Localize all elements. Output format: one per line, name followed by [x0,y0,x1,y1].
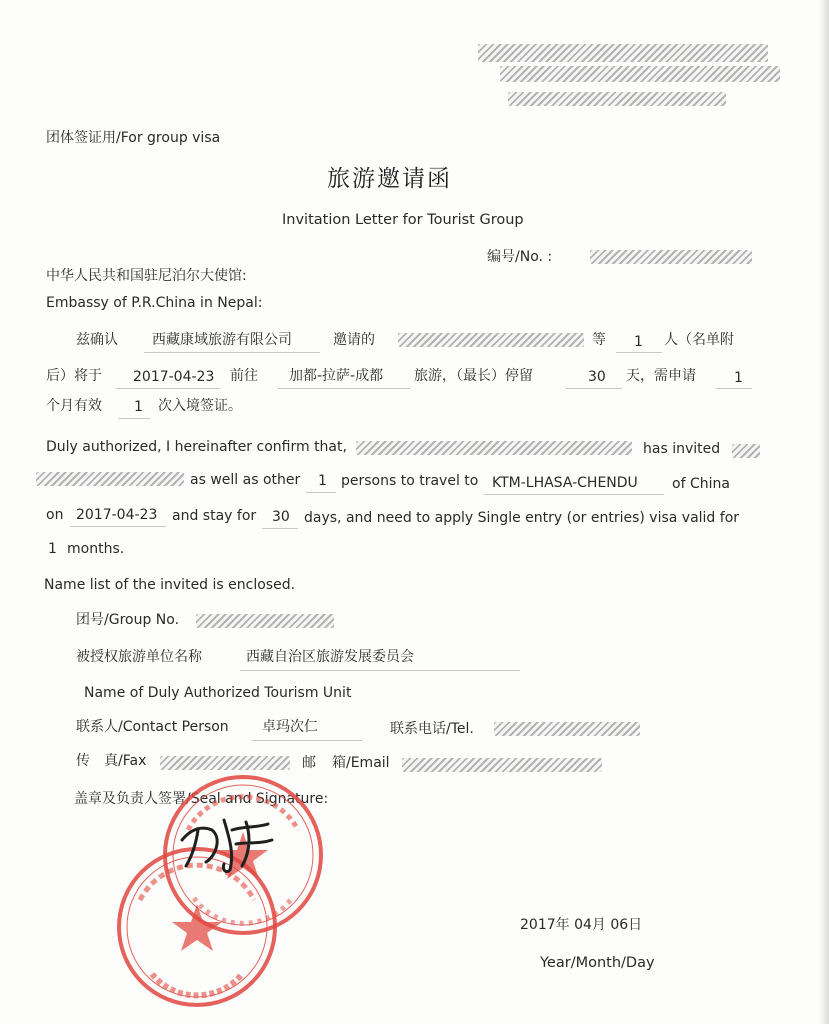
contact-label: 联系人/Contact Person [76,719,229,735]
group-no-label: 团号/Group No. [76,612,180,628]
redacted-inviter-en [356,441,632,455]
underline [484,494,664,495]
cn-text: 邀请的 [333,332,375,348]
enclosed-note: Name list of the invited is enclosed. [44,577,296,593]
cn-count: 1 [634,334,643,350]
underline [252,740,362,741]
cn-company: 西藏康域旅游有限公司 [152,332,292,348]
seal-label: 盖章及负责人签署/Seal and Signature: [74,791,329,807]
redacted-header-3 [508,92,726,106]
cn-date: 2017-04-23 [133,369,215,385]
addressee-cn: 中华人民共和国驻尼泊尔大使馆: [46,268,247,284]
unit-value: 西藏自治区旅游发展委员会 [246,649,414,665]
underline [566,388,622,389]
cn-route: 加都-拉萨-成都 [289,368,384,384]
en-text: Duly authorized, I hereinafter confirm that, [46,439,347,455]
scan-edge-shadow [819,0,829,1024]
en-text: months. [67,541,125,557]
date-format: Year/Month/Day [540,955,655,971]
en-text: and stay for [172,508,257,524]
unit-label-cn: 被授权旅游单位名称 [76,649,202,665]
en-destination: KTM-LHASA-CHENDU [492,475,638,491]
en-months: 1 [48,541,57,557]
underline [278,388,410,389]
redacted-tel [494,722,640,736]
fax-label: 传 真/Fax [76,753,147,769]
en-text: on [46,507,64,523]
en-persons: 1 [318,473,327,489]
redacted-fax [160,756,290,770]
redacted-invitee-en-2 [36,472,184,486]
redacted-number [590,250,752,264]
redacted-invitee-en-1 [732,444,760,458]
group-visa-note: 团体签证用/For group visa [46,130,221,146]
en-text: as well as other [190,472,301,488]
title-en: Invitation Letter for Tourist Group [282,212,524,228]
contact-value: 卓玛次仁 [262,719,318,735]
cn-text: 人（名单附 [664,332,734,348]
underline [262,528,298,529]
underline [116,388,220,389]
underline [306,492,336,493]
redacted-header-2 [500,66,780,82]
cn-months: 1 [734,370,743,386]
cn-text: 后）将于 [46,368,102,384]
issue-date: 2017年 04月 06日 [520,917,643,933]
en-text: of China [672,476,730,492]
cn-text: 个月有效 [46,398,102,414]
underline [716,388,752,389]
redacted-invitee-cn [398,333,584,347]
cn-entries: 1 [134,399,143,415]
cn-days: 30 [588,369,606,385]
en-text: persons to travel to [341,473,479,489]
signature [172,800,282,880]
en-text: days, and need to apply Single entry (or entries) visa valid for [304,510,740,526]
redacted-group-no [196,614,334,628]
number-label: 编号/No. : [487,249,553,265]
cn-text: 天，需申请 [626,368,696,384]
en-date: 2017-04-23 [76,507,158,523]
underline [70,526,166,527]
unit-label-en: Name of Duly Authorized Tourism Unit [84,685,352,701]
cn-text: 等 [592,332,606,348]
underline [144,352,320,353]
email-label-b: 箱/Email [332,755,390,771]
tel-label: 联系电话/Tel. [390,721,474,737]
underline [240,670,520,671]
cn-text: 兹确认 [76,332,118,348]
cn-text: 次入境签证。 [158,398,242,414]
en-text: has invited [643,441,721,457]
email-label-a: 邮 [302,755,316,771]
en-days: 30 [272,509,290,525]
cn-text: 前往 [230,368,258,384]
underline [616,352,662,353]
underline [118,418,150,419]
addressee-en: Embassy of P.R.China in Nepal: [46,295,263,311]
cn-text: 旅游，（最长）停留 [414,368,533,384]
redacted-header-1 [478,44,768,62]
redacted-email [402,758,602,772]
title-cn: 旅游邀请函 [327,166,452,192]
